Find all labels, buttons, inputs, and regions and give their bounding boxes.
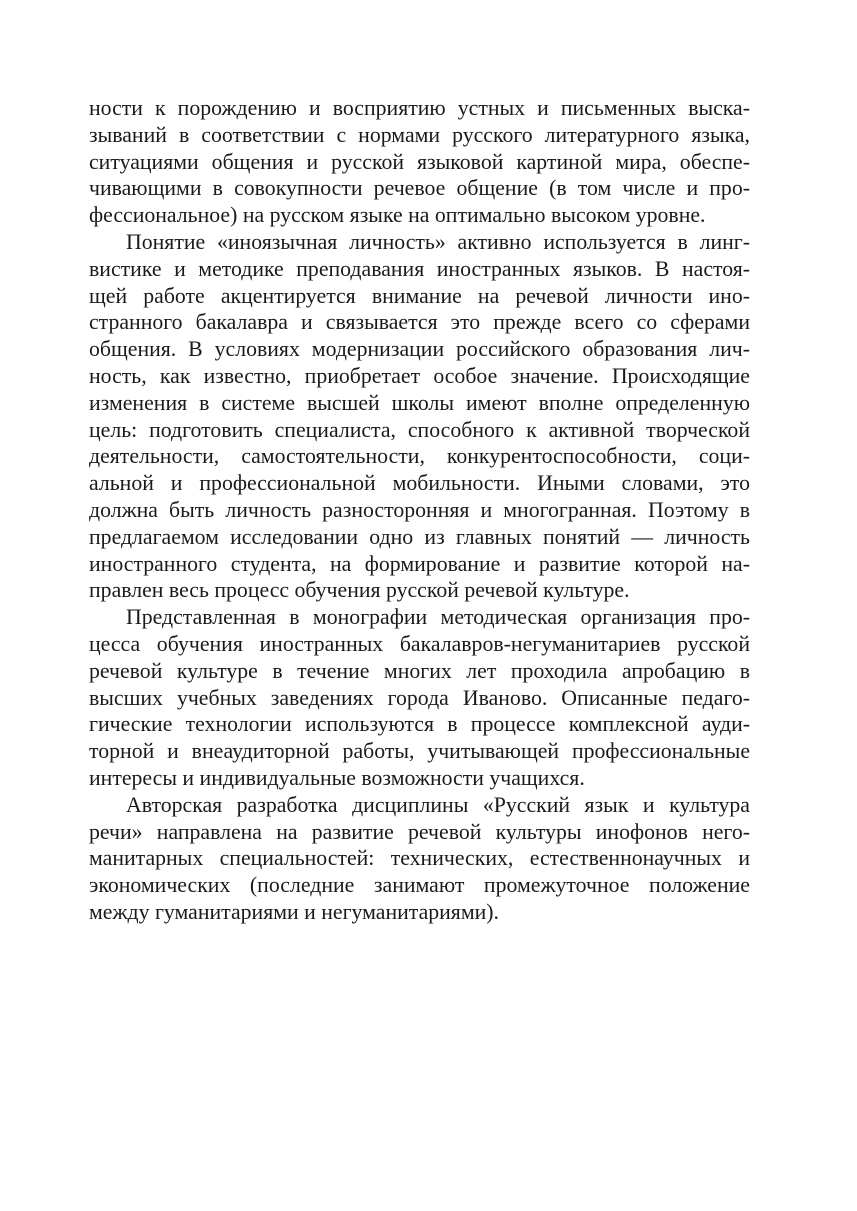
paragraph-2 (89, 229, 750, 604)
text-line: зываний в соответствии с нормами русского литературного языка, (89, 122, 750, 147)
text-line: правлен весь процесс обучения русской речевой культуре. (89, 578, 630, 603)
text-line: чивающими в совокупности речевое общение (в том числе и про- (89, 176, 750, 201)
text-line: цель: подготовить специалиста, способного к активной творческой (89, 417, 750, 442)
paragraph-3 (89, 604, 750, 792)
text-line: общения. В условиях модернизации российского образования лич- (89, 337, 750, 362)
text-line: предлагаемом исследовании одно из главных понятий — личность (89, 524, 750, 549)
text-line: торной и внеаудиторной работы, учитывающей профессиональные (89, 739, 750, 764)
text-line: Представленная в монографии методическая организация про- (126, 605, 750, 630)
text-line: щей работе акцентируется внимание на речевой личности ино- (89, 283, 750, 308)
text-line: фессиональное) на русском языке на оптимально высоком уровне. (89, 203, 706, 228)
text-line: гические технологии используются в процессе комплексной ауди- (89, 712, 750, 737)
text-line: цесса обучения иностранных бакалавров-негуманитариев русской (89, 631, 750, 656)
text-line: ности к порождению и восприятию устных и письменных выска- (89, 96, 750, 120)
text-line: речевой культуре в течение многих лет проходила апробацию в (89, 658, 750, 683)
text-line: альной и профессиональной мобильности. Иными словами, это (89, 471, 750, 496)
text-line: манитарных специальностей: технических, естественнонаучных и (89, 846, 750, 871)
text-line: Авторская разработка дисциплины «Русский язык и культура (126, 792, 750, 817)
text-line: странного бакалавра и связывается это прежде всего со сферами (89, 310, 750, 335)
text-line: вистике и методике преподавания иностранных языков. В настоя- (89, 256, 750, 281)
text-line: деятельности, самостоятельности, конкурентоспособности, соци- (89, 444, 750, 469)
text-line: речи» направлена на развитие речевой культуры инофонов него- (89, 819, 750, 844)
paragraph-4 (89, 792, 750, 926)
text-line: ситуациями общения и русской языковой картиной мира, обеспе- (89, 149, 750, 174)
text-line: интересы и индивидуальные возможности учащихся. (89, 765, 585, 790)
paragraph-1 (89, 95, 750, 229)
text-line: ность, как известно, приобретает особое значение. Происходящие (89, 363, 750, 388)
text-line: между гуманитариями и негуманитариями). (89, 899, 500, 924)
text-line: высших учебных заведениях города Иваново. Описанные педаго- (89, 685, 750, 710)
body-text (89, 95, 750, 926)
text-line: Понятие «иноязычная личность» активно используется в линг- (126, 229, 750, 254)
text-line: иностранного студента, на формирование и развитие которой на- (89, 551, 750, 576)
text-line: должна быть личность разносторонняя и многогранная. Поэтому в (89, 497, 750, 522)
text-line: изменения в системе высшей школы имеют вполне определенную (89, 390, 750, 415)
text-line: экономических (последние занимают промежуточное положение (89, 873, 750, 898)
